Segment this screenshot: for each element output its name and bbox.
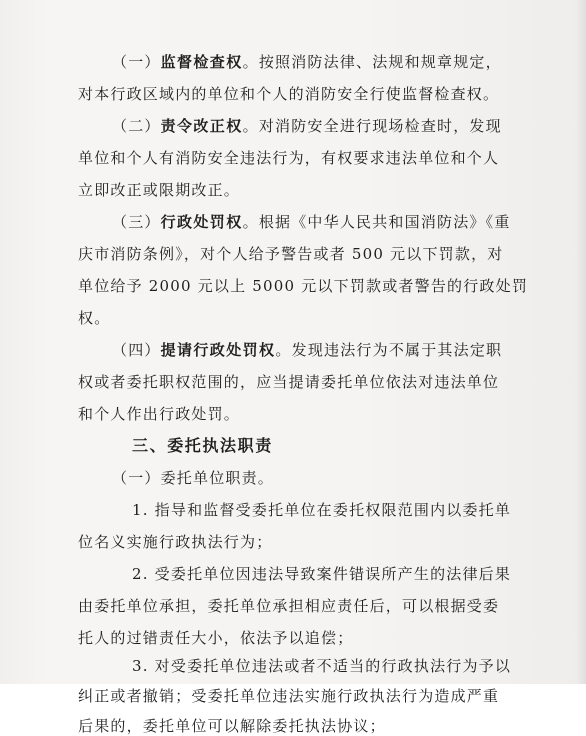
item-text: 纠正或者撤销；受委托单位违法实施行政执法行为造成严重 (78, 687, 500, 705)
item-number: （四） (112, 341, 161, 359)
item-text: 。对消防安全进行现场检查时，发现 (242, 117, 502, 135)
text-line (112, 116, 502, 136)
item-title: 监督检查权 (160, 53, 243, 71)
page-edge-shadow (576, 0, 586, 684)
item-text: 位名义实施行政执法行为； (78, 533, 273, 551)
item-text: 庆市消防条例》，对个人给予警告或者 500 元以下罚款，对 (78, 245, 504, 263)
item-text: （一）委托单位职责。 (112, 469, 275, 487)
item-text: 3. 对受委托单位违法或者不适当的行政执法行为予以 (132, 657, 512, 675)
section-heading-text: 三、委托执法职责 (132, 436, 273, 455)
item-number: （一） (112, 53, 161, 71)
text-line (78, 686, 499, 706)
item-text: 。按照消防法律、法规和规章规定， (242, 53, 502, 71)
text-line (78, 180, 240, 200)
item-text: 由委托单位承担，委托单位承担相应责任后，可以根据受委 (78, 597, 500, 615)
item-text: 单位和个人有消防安全违法行为，有权要求违法单位和个人 (78, 149, 500, 167)
text-line (78, 716, 386, 736)
section-heading (132, 436, 273, 456)
item-text: 1. 指导和监督受委托单位在委托权限范围内以委托单 (132, 501, 512, 519)
text-line (132, 500, 511, 520)
text-line (78, 84, 499, 104)
text-line (78, 244, 503, 264)
item-title: 责令改正权 (160, 117, 243, 135)
item-number: （二） (112, 117, 161, 135)
item-text: 后果的，委托单位可以解除委托执法协议； (78, 717, 386, 735)
text-line (112, 212, 511, 232)
item-text: 对本行政区域内的单位和个人的消防安全行使监督检查权。 (78, 85, 500, 103)
item-text: 权或者委托职权范围的，应当提请委托单位依法对违法单位 (78, 373, 500, 391)
text-line (78, 628, 353, 648)
item-text: 立即改正或限期改正。 (78, 181, 241, 199)
text-line (78, 596, 499, 616)
item-text: 单位给予 2000 元以上 5000 元以下罚款或者警告的行政处罚 (78, 277, 529, 295)
text-line (132, 564, 511, 584)
item-text: 2. 受委托单位因违法导致案件错误所产生的法律后果 (132, 565, 512, 583)
text-line (112, 340, 502, 360)
text-line (78, 308, 110, 328)
item-text: 权。 (78, 309, 111, 327)
text-line (78, 276, 528, 296)
item-title: 提请行政处罚权 (160, 341, 276, 359)
text-line (132, 656, 511, 676)
item-number: （三） (112, 213, 161, 231)
item-text: 托人的过错责任大小，依法予以追偿； (78, 629, 354, 647)
text-line (112, 468, 274, 488)
item-text: 和个人作出行政处罚。 (78, 405, 241, 423)
text-line (78, 148, 499, 168)
item-text: 。根据《中华人民共和国消防法》《重 (242, 213, 511, 231)
text-line (78, 372, 499, 392)
item-title: 行政处罚权 (160, 213, 243, 231)
text-line (78, 404, 240, 424)
text-line (112, 52, 502, 72)
item-text: 。发现违法行为不属于其法定职 (275, 341, 503, 359)
text-line (78, 532, 272, 552)
